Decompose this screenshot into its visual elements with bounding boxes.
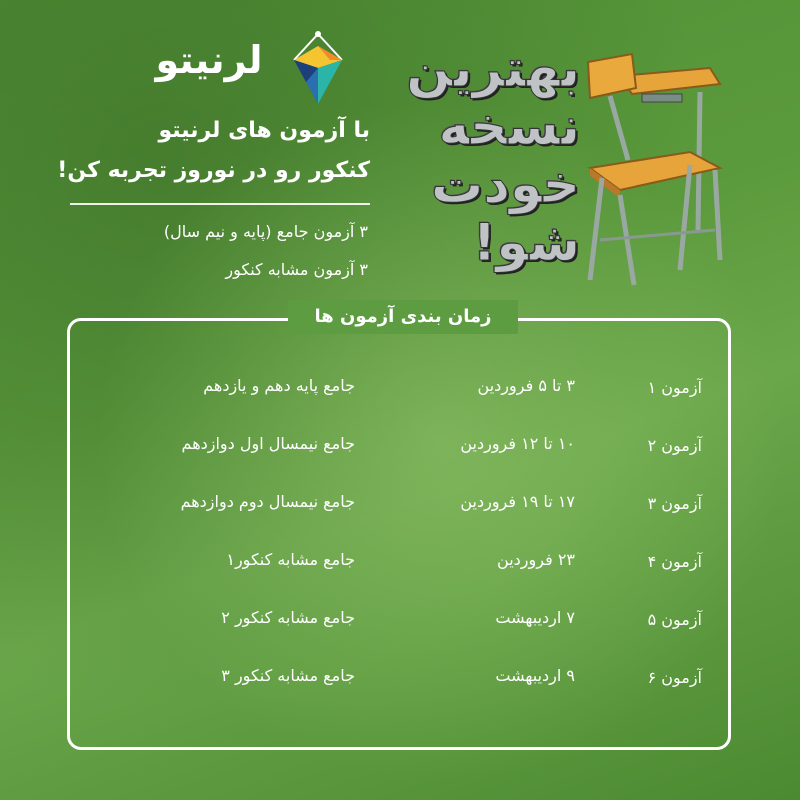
feature-item: ۳ آزمون مشابه کنکور bbox=[225, 260, 368, 279]
slogan-line: خودت bbox=[430, 155, 580, 215]
schedule-exam-type: جامع مشابه کنکور ۳ bbox=[221, 666, 355, 685]
headline-line-2: کنکور رو در نوروز تجربه کن! bbox=[57, 158, 370, 183]
headline-line-1: با آزمون های لرنیتو bbox=[158, 118, 370, 143]
divider bbox=[70, 203, 370, 205]
schedule-date: ۷ اردیبهشت bbox=[495, 608, 575, 627]
schedule-date: ۳ تا ۵ فروردین bbox=[477, 376, 575, 395]
slogan bbox=[400, 40, 580, 275]
schedule-exam-type: جامع مشابه کنکور ۲ bbox=[221, 608, 355, 627]
schedule-exam-label: آزمون ۱ bbox=[647, 378, 702, 397]
schedule-date: ۱۷ تا ۱۹ فروردین bbox=[460, 492, 575, 511]
slogan-line: شو! bbox=[472, 213, 580, 273]
schedule-exam-type: جامع مشابه کنکور۱ bbox=[226, 550, 355, 569]
school-desk-chair-icon bbox=[580, 40, 730, 290]
schedule-exam-type: جامع نیمسال اول دوازدهم bbox=[181, 434, 355, 453]
schedule-exam-label: آزمون ۲ bbox=[647, 436, 702, 455]
schedule-exam-label: آزمون ۶ bbox=[647, 668, 702, 687]
slogan-line: بهترین bbox=[406, 39, 580, 99]
feature-item: ۳ آزمون جامع (پایه و نیم سال) bbox=[163, 222, 368, 241]
schedule-date: ۹ اردیبهشت bbox=[495, 666, 575, 685]
schedule-title: زمان بندی آزمون ها bbox=[314, 306, 492, 327]
schedule-exam-type: جامع پایه دهم و یازدهم bbox=[203, 376, 355, 395]
slogan-line: نسخه bbox=[438, 97, 580, 157]
brand-logo-text: لرنیتو bbox=[155, 38, 263, 82]
schedule-exam-label: آزمون ۵ bbox=[647, 610, 702, 629]
schedule-title-wrap bbox=[288, 300, 518, 334]
diamond-pendant-icon bbox=[278, 30, 358, 110]
schedule-exam-label: آزمون ۴ bbox=[647, 552, 702, 571]
schedule-date: ۱۰ تا ۱۲ فروردین bbox=[460, 434, 575, 453]
schedule-exam-label: آزمون ۳ bbox=[647, 494, 702, 513]
schedule-date: ۲۳ فروردین bbox=[497, 550, 575, 569]
schedule-exam-type: جامع نیمسال دوم دوازدهم bbox=[180, 492, 355, 511]
